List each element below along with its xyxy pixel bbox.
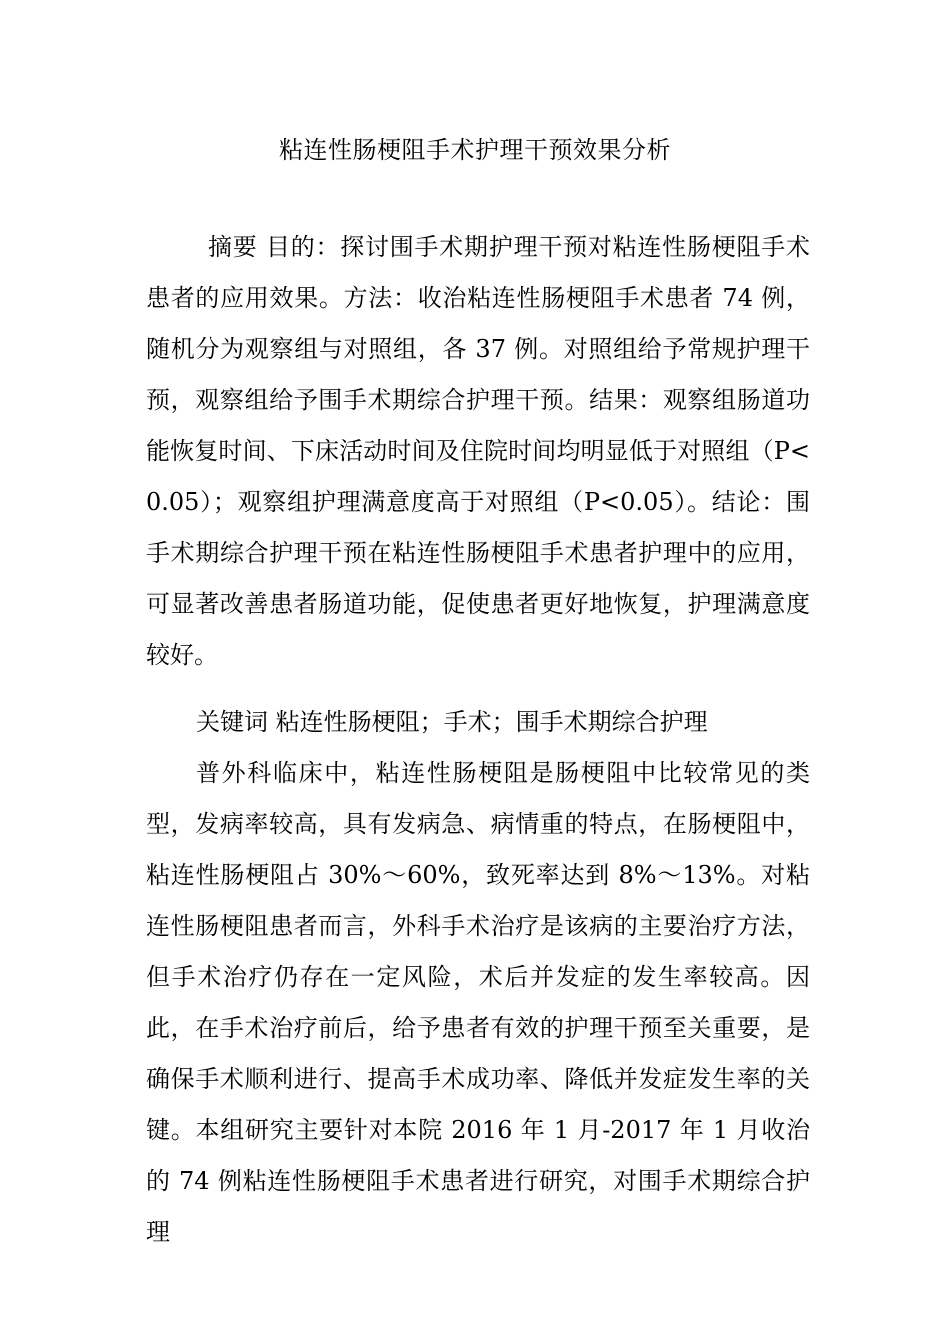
abstract-text: 目的：探讨围手术期护理干预对粘连性肠梗阻手术患者的应用效果。方法：收治粘连性肠梗阻手术患者 74 例，随机分为观察组与对照组，各 37 例。对照组给予常规护理干预，观察组给予围手术期综合护理干预。结果：观察组肠道功能恢复时间、下床活动时间及住院时间均明显低于对照组（P<0.05）；观察组护理满意度高于对照组（P<0.05）。结论：围手术期综合护理干预在粘连性肠梗阻手术患者护理中的应用，可显著改善患者肠道功能，促使患者更好地恢复，护理满意度较好。 — [146, 233, 811, 669]
keywords-paragraph — [146, 697, 810, 748]
intro-paragraph — [146, 748, 810, 1258]
abstract-label: 摘要 — [208, 233, 258, 261]
keywords-label: 关键词 — [196, 708, 268, 736]
abstract-paragraph — [146, 222, 810, 681]
intro-text: 普外科临床中，粘连性肠梗阻是肠梗阻中比较常见的类型，发病率较高，具有发病急、病情重的特点，在肠梗阻中，粘连性肠梗阻占 30%～60%，致死率达到 8%～13%。对粘连性肠梗阻患者而言，外科手术治疗是该病的主要治疗方法，但手术治疗仍存在一定风险，术后并发症的发生率较高。因此，在手术治疗前后，给予患者有效的护理干预至关重要，是确保手术顺利进行、提高手术成功率、降低并发症发生率的关键。本组研究主要针对本院 2016 年 1 月-2017 年 1 月收治的 74 例粘连性肠梗阻手术患者进行研究，对围手术期综合护理 — [146, 759, 810, 1246]
document-title: 粘连性肠梗阻手术护理干预效果分析 — [279, 136, 671, 164]
keywords-text: 粘连性肠梗阻；手术；围手术期综合护理 — [275, 708, 708, 736]
